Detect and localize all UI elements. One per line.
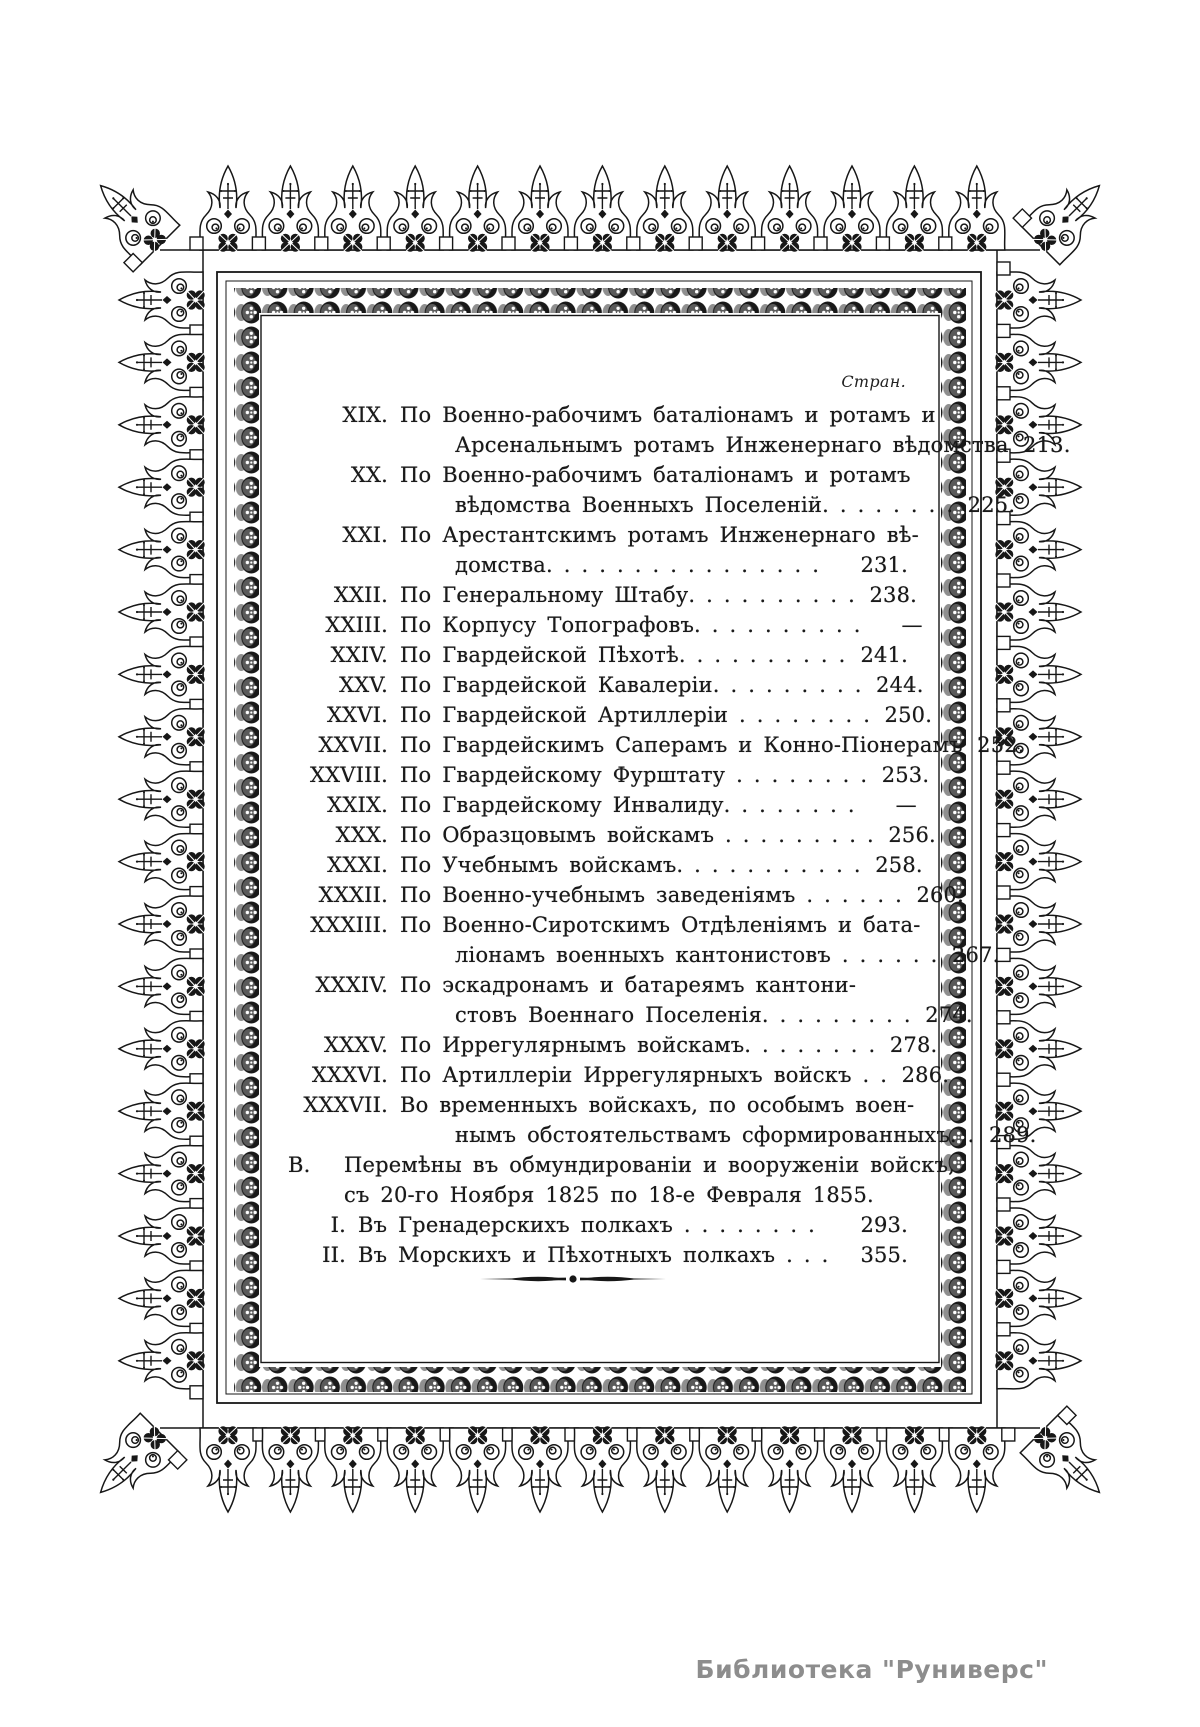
toc-entry [288, 640, 908, 670]
toc-entry-page: 238. [869, 583, 918, 607]
toc-entry-page [920, 910, 982, 940]
toc-entry-text: По Образцовымъ войскамъ . . . . . . . . . [400, 823, 874, 847]
toc-entry-text: По Военно-рабочимъ баталіонамъ и ротамъ [400, 463, 911, 487]
toc-entry-page: 286. [901, 1063, 950, 1087]
toc-entry-number: В. [288, 1153, 311, 1177]
toc-list [288, 400, 1071, 1270]
toc-entry-page: 289. [988, 1123, 1037, 1147]
toc-entry-page: 244. [876, 673, 924, 697]
toc-entry [288, 670, 924, 700]
toc-entry [288, 910, 1000, 970]
library-watermark: Библиотека "Руниверс" [695, 1655, 1048, 1684]
toc-entry [288, 1030, 938, 1060]
toc-entry-text: Во временныхъ войскахъ, по особымъ воен- [400, 1093, 915, 1117]
toc-entry-number: XXX. [335, 823, 388, 847]
toc-entry-page: 241. [860, 643, 908, 667]
toc-entry-page: 274. [925, 1003, 973, 1027]
toc-entry-number: XXIV. [330, 643, 388, 667]
toc-entry-page: 256. [888, 823, 936, 847]
divider-ornament [478, 1270, 668, 1288]
toc-entry [316, 1240, 908, 1270]
toc-entry-page: 252. [977, 733, 1025, 757]
toc-entry-text: По Артиллеріи Иррегулярныхъ войскъ . . [400, 1063, 888, 1087]
toc-entry-text: По Генеральному Штабу. . . . . . . . . . [400, 583, 856, 607]
toc-entry-text: По Военно-рабочимъ баталіонамъ и ротамъ и [400, 403, 936, 427]
toc-entry [288, 520, 919, 580]
toc-entry [316, 1210, 908, 1240]
toc-entry [288, 460, 1016, 520]
toc-entry-page: — [895, 793, 917, 817]
toc-entry-number: I. [330, 1213, 346, 1237]
toc-entry-number: XXVIII. [309, 763, 388, 787]
toc-entry-text: вѣдомства Военныхъ Поселеній. . . . . . . . [455, 493, 954, 517]
toc-entry [288, 700, 933, 730]
toc-entry-text: Въ Морскихъ и Пѣхотныхъ полкахъ . . . [358, 1243, 829, 1267]
toc-entry [288, 760, 930, 790]
toc-entry-number: II. [322, 1243, 346, 1267]
toc-entry-number: XXII. [333, 583, 388, 607]
toc-entry-text: По Военно-учебнымъ заведеніямъ . . . . . . [400, 883, 902, 907]
toc-entry-page: — [901, 613, 923, 637]
toc-entry [288, 580, 918, 610]
toc-entry-page [955, 1150, 1017, 1180]
toc-entry-page [936, 400, 998, 430]
toc-entry-page: 260. [916, 883, 964, 907]
toc-entry-text: По Гвардейской Кавалеріи. . . . . . . . . [400, 673, 862, 697]
toc-entry-number: XXV. [339, 673, 388, 697]
toc-entry [288, 850, 923, 880]
toc-entry-text: Арсенальнымъ ротамъ Инженернаго вѣдомства [455, 433, 1009, 457]
toc-entry [288, 400, 1071, 460]
toc-entry-text: По Гвардейскимъ Саперамъ и Конно-Піонерамъ [400, 733, 963, 757]
toc-entry [288, 790, 917, 820]
toc-entry-number: XXXVII. [303, 1093, 388, 1117]
toc-entry-text: По Гвардейской Пѣхотѣ. . . . . . . . . . [400, 643, 846, 667]
toc-entry-page: 293. [860, 1213, 908, 1237]
toc-entry [288, 1060, 950, 1090]
toc-entry-number: XXXVI. [311, 1063, 388, 1087]
toc-entry-number: XXXIV. [315, 973, 388, 997]
toc-entry-number: XXXI. [327, 853, 388, 877]
toc-entry-number: XIX. [342, 403, 388, 427]
toc-entry-number: XXIII. [325, 613, 388, 637]
toc-entry-page: 355. [860, 1243, 908, 1267]
table-of-contents [288, 372, 1071, 1270]
toc-entry [288, 880, 964, 910]
toc-entry-text: домства. . . . . . . . . . . . . . . . [455, 553, 820, 577]
toc-entry-text: По Гвардейской Артиллеріи . . . . . . . . [400, 703, 871, 727]
toc-entry-page: 258. [875, 853, 923, 877]
toc-entry [288, 610, 923, 640]
toc-entry-text: По Военно-Сиротскимъ Отдѣленіямъ и бата- [400, 913, 921, 937]
toc-entry-number: XXXII. [318, 883, 388, 907]
page-column-header: Стран. [841, 372, 906, 391]
toc-entry-text: нымъ обстоятельствамъ сформированныхъ. . [455, 1123, 975, 1147]
toc-entry [288, 730, 1025, 760]
toc-entry-text: Перемѣны въ обмундированіи и вооруженіи войскъ, [344, 1153, 956, 1177]
toc-entry-page: 253. [881, 763, 930, 787]
toc-entry-text: съ 20-го Ноября 1825 по 18-е Февраля 1855. [344, 1183, 874, 1207]
toc-entry-number: XXXIII. [310, 913, 388, 937]
toc-entry-page [919, 520, 981, 550]
toc-entry-text: По Иррегулярнымъ войскамъ. . . . . . . . [400, 1033, 876, 1057]
toc-entry [288, 970, 973, 1030]
toc-entry-page: 225. [967, 493, 1016, 517]
toc-entry-text: ліонамъ военныхъ кантонистовъ . . . . . . [455, 943, 938, 967]
toc-entry-text: По Учебнымъ войскамъ. . . . . . . . . . . [400, 853, 861, 877]
toc-entry-text: По Гвардейскому Фурштату . . . . . . . . [400, 763, 868, 787]
toc-entry-page [911, 460, 973, 490]
toc-entry-text: По Арестантскимъ ротамъ Инженернаго вѣ- [400, 523, 919, 547]
toc-entry-number: XXXV. [323, 1033, 388, 1057]
toc-entry [288, 1090, 1037, 1150]
toc-entry-number: XX. [350, 463, 388, 487]
toc-entry-page: 267. [951, 943, 1000, 967]
toc-entry-page [856, 970, 918, 1000]
toc-entry [288, 820, 936, 850]
toc-entry-number: XXVII. [318, 733, 388, 757]
toc-entry-number: XXI. [342, 523, 388, 547]
toc-entry-page: 250. [884, 703, 933, 727]
toc-entry-page: 231. [860, 553, 908, 577]
toc-entry-number: XXVI. [326, 703, 388, 727]
toc-entry-page: 278. [889, 1033, 938, 1057]
toc-entry-number: XXIX. [327, 793, 388, 817]
toc-entry-text: стовъ Военнаго Поселенія. . . . . . . . . [455, 1003, 911, 1027]
toc-entry-text: Въ Гренадерскихъ полкахъ . . . . . . . . [358, 1213, 815, 1237]
toc-entry-page [914, 1090, 976, 1120]
toc-entry-page [874, 1180, 936, 1210]
toc-entry-text: По эскадронамъ и батареямъ кантони- [400, 973, 857, 997]
toc-entry [288, 1150, 956, 1210]
toc-entry-page: 213. [1023, 433, 1071, 457]
toc-entry-text: По Гвардейскому Инвалиду. . . . . . . . [400, 793, 855, 817]
toc-entry-text: По Корпусу Топографовъ. . . . . . . . . . [400, 613, 861, 637]
